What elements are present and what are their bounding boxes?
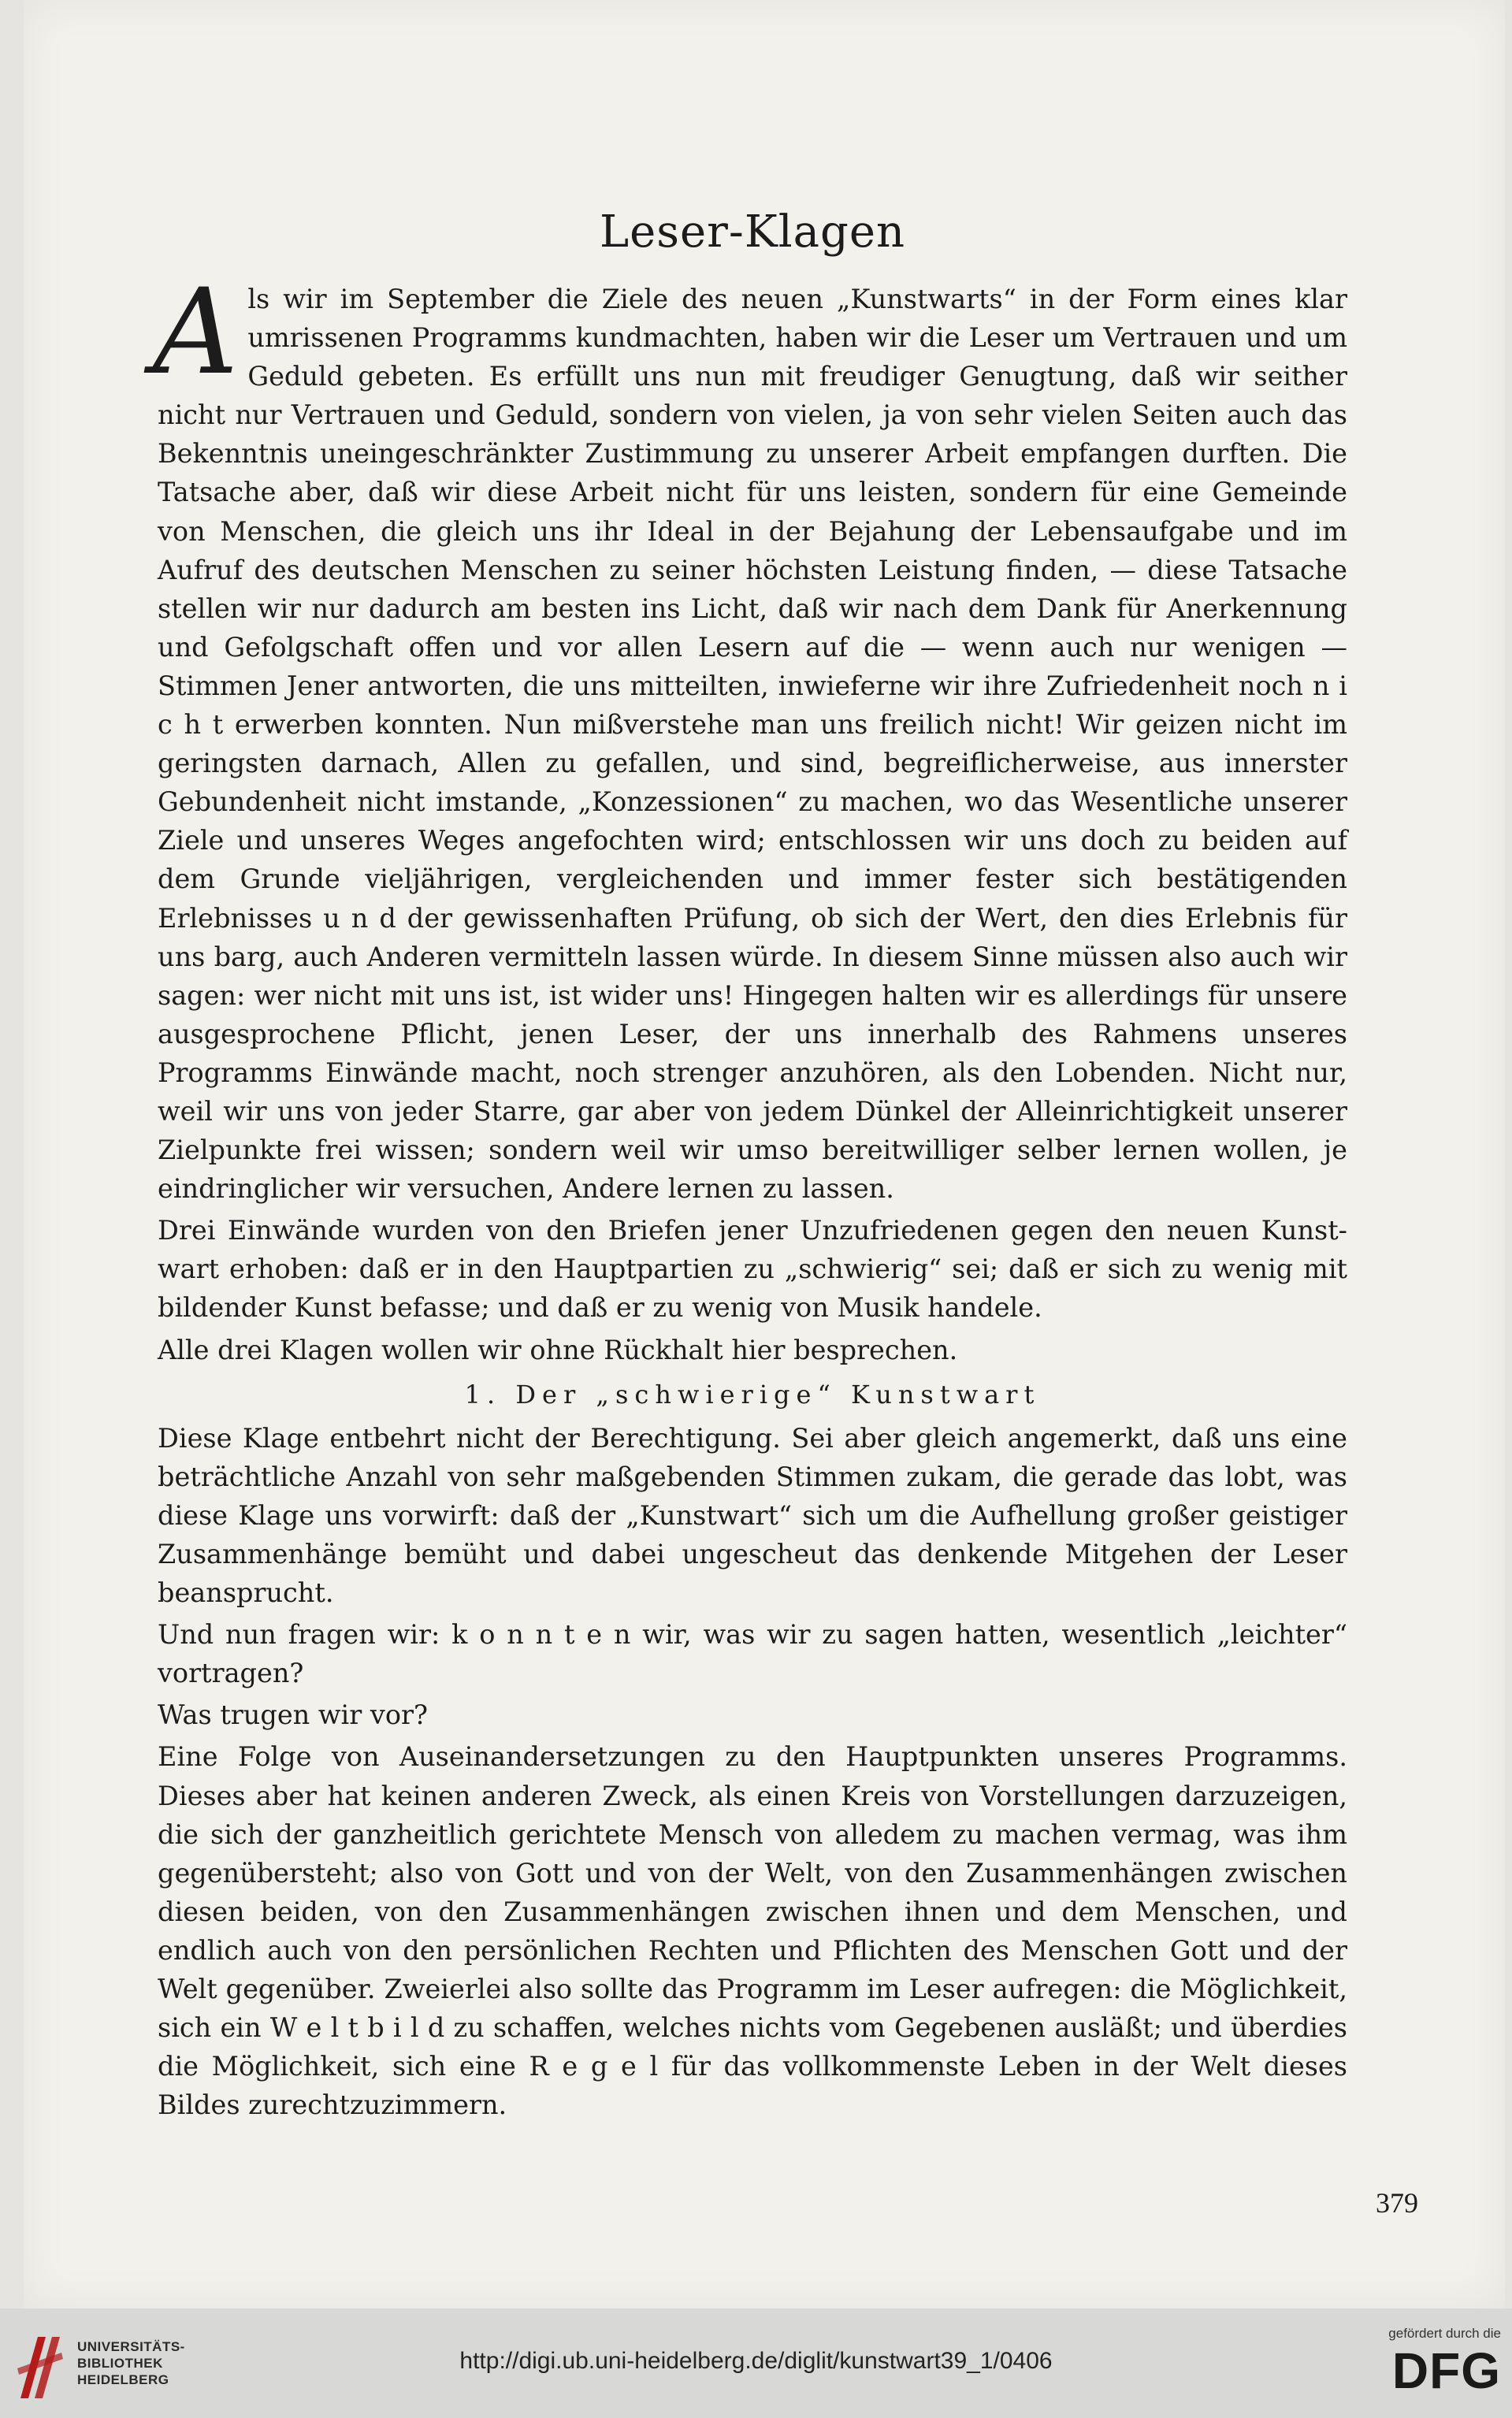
page-number: 379: [1376, 2187, 1418, 2219]
paragraph-5: Und nun fragen wir: k o n n t e n wir, was wir zu sagen hatten, wesentlich „leichter“ vortragen?: [158, 1619, 1347, 1689]
section-heading: 1. Der „schwierige“ Kunstwart: [464, 1379, 1041, 1410]
permalink-url[interactable]: http://digi.ub.uni-heidelberg.de/diglit/kunstwart39_1/0406: [459, 2348, 1053, 2374]
paragraph-2: Drei Einwände wurden von den Briefen jener Unzufriedenen gegen den neuen Kunstwart erhoben: daß er in den Hauptpartien zu „schwierig“ sei; daß er sich zu wenig mit bildender Kunst befasse; und daß er zu wenig von Musik handele.: [158, 1215, 1347, 1324]
library-name-line-2: BIBLIOTHEK: [77, 2356, 163, 2371]
paragraph-1-text: ls wir im September die Ziele des neuen „Kunstwarts“ in der Form eines klar umrissenen Programms kundmachten, haben wir die Leser um Vertrauen und um Geduld gebeten. Es erfüllt uns nun mit freudiger Genugtung, daß wir seither nicht nur Vertrauen und Geduld, sondern von vielen, ja von sehr vielen Seiten auch das Bekenntnis uneingeschränkter Zustimmung zu unserer Arbeit empfangen durften. Die Tatsache aber, daß wir diese Arbeit nicht für uns leisten, sondern für eine Gemeinde von Menschen, die gleich uns ihr Ideal in der Bejahung der Lebensaufgabe und im Aufruf des deutschen Menschen zu seiner höchsten Leistung finden, — diese Tatsache stellen wir nur dadurch am besten ins Licht, daß wir nach dem Dank für Anerkennung und Gefolgschaft offen und vor allen Lesern auf die — wenn auch nur wenigen — Stimmen Jener antworten, die uns mitteilten, inwieferne wir ihre Zufriedenheit noch n i c h t erwerben konnten. Nun mißverstehe man uns freilich nicht! Wir geizen nicht im geringsten darnach, Allen zu gefallen, und sind, begreiflicherweise, aus innerster Gebundenheit nicht imstande, „Konzessionen“ zu machen, wo das Wesentliche unserer Ziele und unseres Weges angefochten wird; entschlossen wir uns doch zu beiden auf dem Grunde vieljährigen, vergleichenden und immer fester sich bestätigenden Erlebnisses u n d der gewissenhaften Prüfung, ob sich der Wert, den dies Erlebnis für uns barg, auch Anderen vermitteln lassen würde. In diesem Sinne müssen also auch wir sagen: wer nicht mit uns ist, ist wider uns! Hingegen halten wir es allerdings für unsere ausgesprochene Pflicht, jenen Leser, der uns innerhalb des Rahmens unseres Programms Einwände macht, noch strenger anzuhören, als den Lobenden. Nicht nur, weil wir uns von jeder Starre, gar aber von jedem Dünkel der Alleinrichtigkeit unserer Zielpunkte frei wissen; sondern weil wir umso bereitwilliger selber lernen wollen, je eindringlicher wir versuchen, Andere lernen zu lassen.: [158, 284, 1347, 1205]
article: [153, 201, 1347, 2127]
funding-caption: gefördert durch die: [1388, 2326, 1501, 2341]
paragraph-1: [153, 264, 1347, 1208]
paragraph-7: Eine Folge von Auseinandersetzungen zu den Hauptpunkten unseres Programms. Dieses aber hat keinen anderen Zweck, als einen Kreis von Vorstellungen darzuzeigen, die sich der ganzheitlich gerichtete Mensch von alledem zu machen vermag, was ihm gegenübersteht; also von Gott und von der Welt, von den Zusammenhängen zwischen diesen beiden, von den Zusammenhängen zwischen ihnen und dem Menschen, und endlich auch von den persönlichen Rechten und Pflichten des Menschen Gott und der Welt gegenüber. Zweierlei also sollte das Programm im Leser aufregen: die Möglichkeit, sich ein W e l t b i l d zu schaffen, welches nichts vom Gegebenen ausläßt; und überdies die Möglichkeit, sich eine R e g e l für das vollkommenste Leben in der Welt dieses Bildes zurechtzuzimmern.: [158, 1741, 1347, 2121]
article-title: Leser-Klagen: [599, 206, 906, 258]
viewer-footer: [0, 2308, 1512, 2418]
library-name-line-3: HEIDELBERG: [77, 2372, 169, 2387]
paragraph-4: Diese Klage entbehrt nicht der Berechtigung. Sei aber gleich angemerkt, daß uns eine beträchtliche Anzahl von sehr maßgebenden Stimmen zukam, die gerade das lobt, was diese Klage uns vorwirft: daß der „Kunstwart“ sich um die Aufhellung großer geistiger Zusammenhänge bemüht und dabei ungescheut das denkende Mitgehen der Leser beansprucht.: [158, 1422, 1347, 1609]
funder-block[interactable]: [1343, 2326, 1501, 2397]
dfg-logo: DFG: [1391, 2342, 1501, 2399]
paragraph-3: Alle drei Klagen wollen wir ohne Rückhalt hier besprechen.: [158, 1334, 958, 1365]
drop-cap: A: [153, 264, 239, 401]
library-name-line-1: UNIVERSITÄTS-: [77, 2339, 185, 2354]
paragraph-6: Was trugen wir vor?: [158, 1699, 428, 1731]
document-page: [24, 0, 1505, 2308]
